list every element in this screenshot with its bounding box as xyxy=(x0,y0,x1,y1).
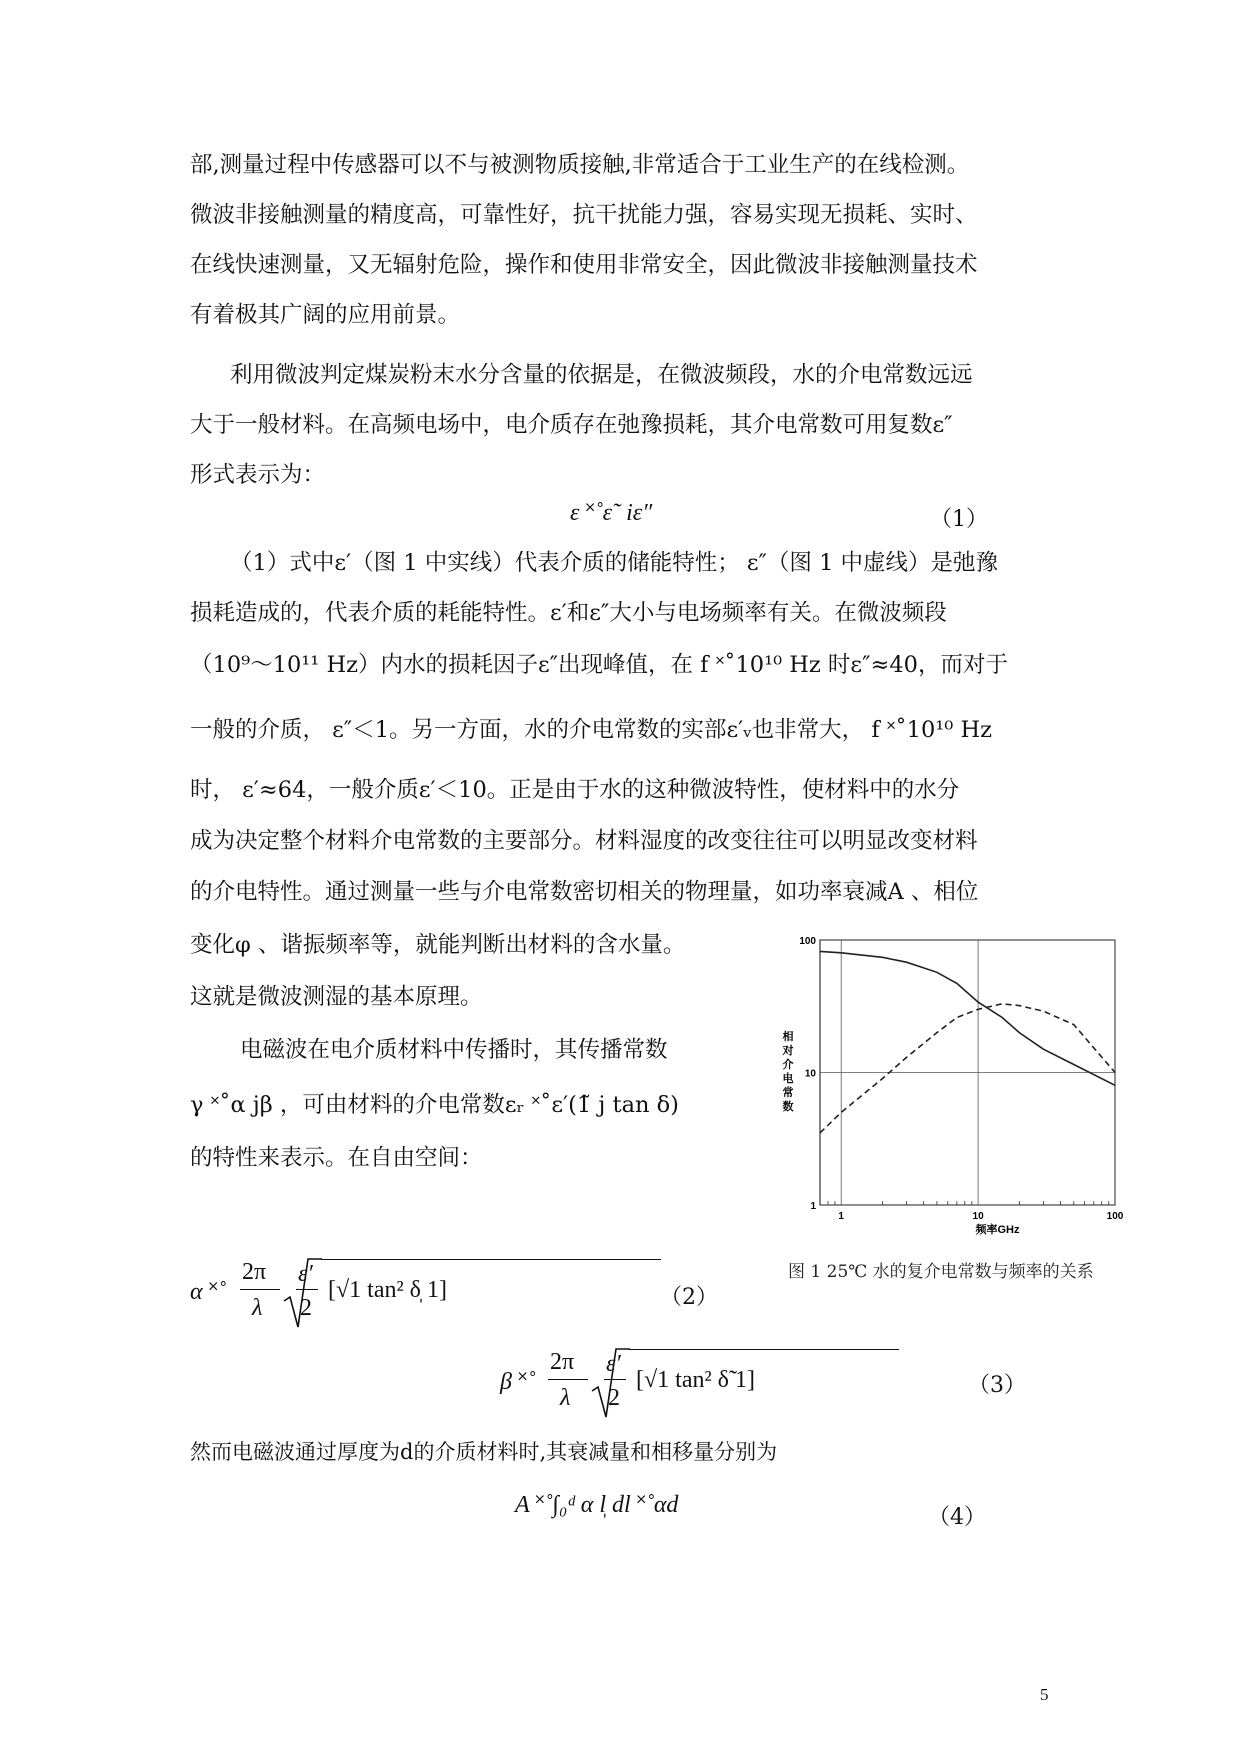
text-line: 成为决定整个材料介电常数的主要部分。材料湿度的改变往往可以明显改变材料 xyxy=(190,828,978,854)
y-tick-label: 10 xyxy=(804,1068,816,1080)
x-axis-label: 频率GHz xyxy=(975,1224,1020,1236)
text-line: 有着极其广阔的应用前景。 xyxy=(190,302,461,328)
y-tick-label: 1 xyxy=(810,1201,816,1212)
fraction-bar xyxy=(604,1379,626,1380)
text-line: 时， ε′≈64，一般介质ε′＜10。正是由于水的这种微波特性，使材料中的水分 xyxy=(190,777,960,803)
series-dashed-line xyxy=(820,1004,1115,1133)
equation-3-frac-den: λ xyxy=(560,1385,571,1411)
text-line: 一般的介质， ε″＜1。另一方面，水的介电常数的实部ε′ᵥ也非常大， f ˟˚10¹⁰ Hz xyxy=(190,717,992,743)
figure-1-chart xyxy=(770,920,1130,1250)
series-solid-line xyxy=(820,951,1115,1085)
radical-overline xyxy=(629,1349,899,1350)
y-tick-label: 100 xyxy=(799,936,816,947)
text-line: （10⁹～10¹¹ Hz）内水的损耗因子ε″出现峰值，在 f ˟˚10¹⁰ Hz 时ε″≈40，而对于 xyxy=(190,652,1008,678)
equation-3-number: （3） xyxy=(968,1373,1026,1398)
text-line: 大于一般材料。在高频电场中，电介质存在弛豫损耗，其介电常数可用复数ε″ xyxy=(190,412,953,438)
equation-3-lhs: β ˟˚ xyxy=(500,1369,536,1395)
equation-3 xyxy=(500,1345,1000,1425)
equation-2-bracket: [√1 tan² δ̩ 1] xyxy=(328,1277,447,1303)
text-line: γ ˟˚α jβ ，可由材料的介电常数εᵣ ˟˚ε′(1̃ j tan δ) xyxy=(190,1092,679,1118)
fraction-bar xyxy=(240,1289,280,1290)
text-line: 损耗造成的，代表介质的耗能特性。ε′和ε″大小与电场频率有关。在微波频段 xyxy=(190,600,947,626)
equation-3-bracket: [√1 tan² δ̃ 1] xyxy=(636,1367,755,1393)
text-line: 变化φ 、谐振频率等，就能判断出材料的含水量。 xyxy=(190,932,686,958)
y-axis-label-char: 介 xyxy=(782,1059,794,1071)
x-tick-label: 10 xyxy=(972,1211,984,1222)
equation-2-lhs: α ˟˚ xyxy=(190,1279,226,1305)
text-line: 的特性来表示。在自由空间： xyxy=(190,1145,483,1171)
page-number: 5 xyxy=(1040,1685,1049,1704)
y-axis-label-char: 相 xyxy=(782,1031,794,1043)
fraction-bar xyxy=(548,1379,588,1380)
x-tick-label: 1 xyxy=(838,1211,844,1222)
equation-2-frac-num: 2π xyxy=(242,1259,267,1285)
equation-2-root-den: 2 xyxy=(300,1295,312,1321)
text-line: 这就是微波测湿的基本原理。 xyxy=(190,984,483,1010)
x-tick-label: 100 xyxy=(1106,1211,1124,1222)
y-axis-label-char: 电 xyxy=(782,1073,794,1085)
equation-2-root-num: ε′ xyxy=(298,1261,313,1287)
equation-1: ε ˟˚ε˜ iε″ xyxy=(570,500,653,526)
y-axis-label-char: 常 xyxy=(782,1087,794,1099)
text-line: 形式表示为： xyxy=(190,462,326,488)
equation-2 xyxy=(190,1255,990,1335)
text-line: 在线快速测量，又无辐射危险，操作和使用非常安全，因此微波非接触测量技术 xyxy=(190,252,978,278)
equation-4-number: （4） xyxy=(928,1505,986,1530)
text-line: （1）式中ε′（图 1 中实线）代表介质的储能特性； ε″（图 1 中虚线）是弛豫 xyxy=(230,550,999,576)
y-axis-label-char: 数 xyxy=(782,1101,794,1113)
text-line: 利用微波判定煤炭粉末水分含量的依据是，在微波频段，水的介电常数远远 xyxy=(230,362,973,388)
equation-3-root-den: 2 xyxy=(608,1385,620,1411)
fraction-bar xyxy=(296,1289,318,1290)
text-line: 然而电磁波通过厚度为d的介质材料时,其衰减量和相移量分别为 xyxy=(190,1440,778,1464)
equation-2-frac-den: λ xyxy=(252,1295,263,1321)
text-line: 的介电特性。通过测量一些与介电常数密切相关的物理量，如功率衰减A 、相位 xyxy=(190,879,979,905)
equation-1-number: （1） xyxy=(930,507,988,532)
radical-overline xyxy=(321,1259,661,1260)
text-line: 微波非接触测量的精度高，可靠性好，抗干扰能力强，容易实现无损耗、实时、 xyxy=(190,202,978,228)
text-line: 部,测量过程中传感器可以不与被测物质接触,非常适合于工业生产的在线检测。 xyxy=(190,152,970,178)
equation-4: A ˟˚∫₀ᵈ α l̩ dl ˟˚αd xyxy=(515,1492,679,1518)
figure-1-caption: 图 1 25℃ 水的复介电常数与频率的关系 xyxy=(788,1262,1094,1282)
equation-3-root-num: ε′ xyxy=(606,1351,621,1377)
y-axis-label-char: 对 xyxy=(782,1045,794,1057)
equation-2-number: （2） xyxy=(660,1285,718,1310)
equation-3-frac-num: 2π xyxy=(550,1349,575,1375)
text-line: 电磁波在电介质材料中传播时，其传播常数 xyxy=(240,1037,668,1063)
